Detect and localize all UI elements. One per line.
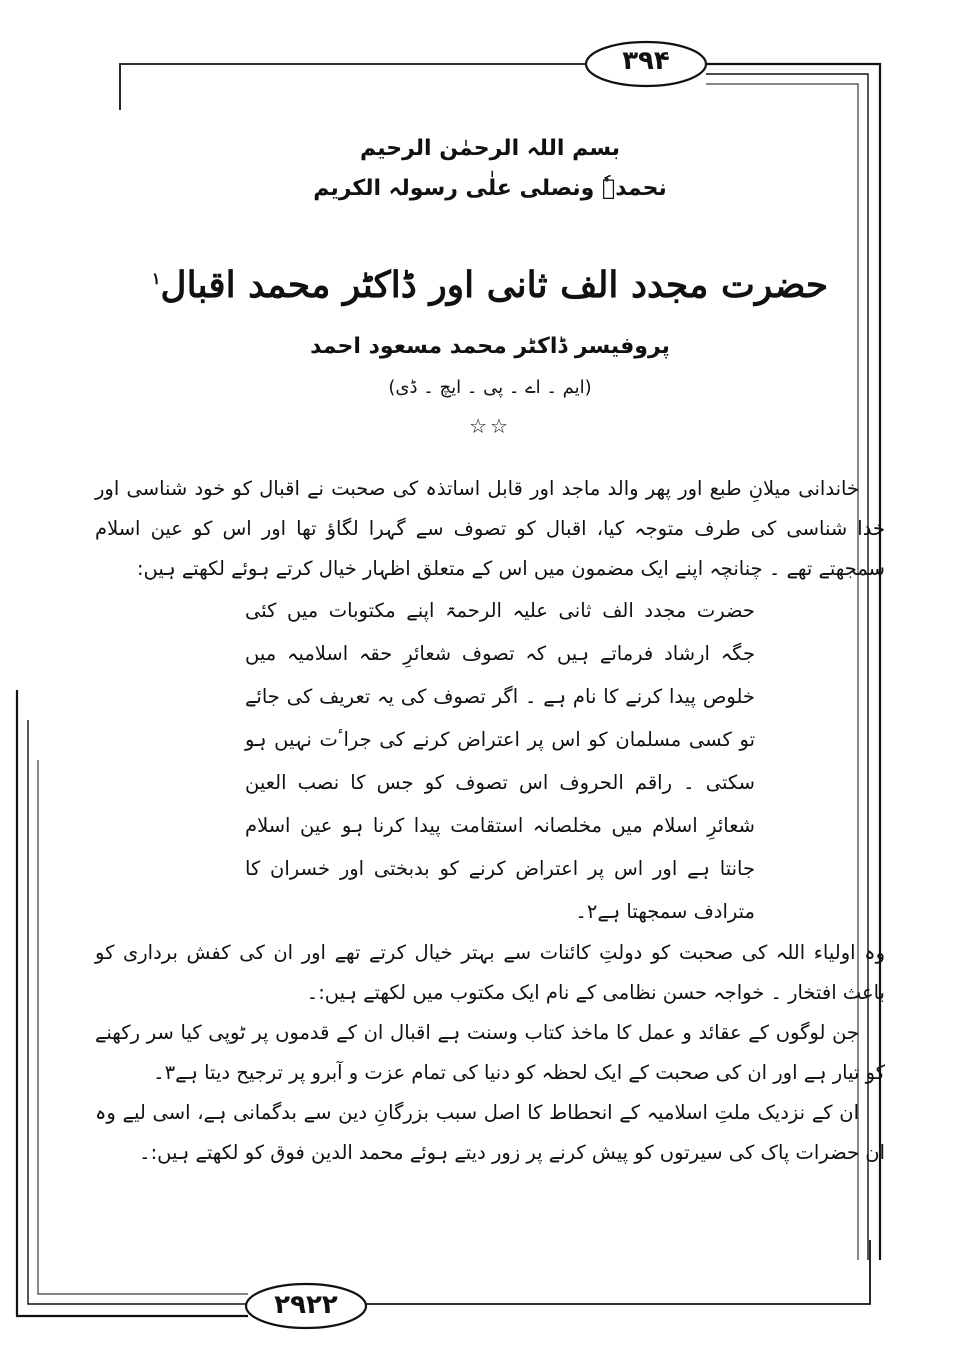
section-stars: ☆☆ bbox=[469, 414, 511, 438]
article-title bbox=[95, 251, 885, 313]
author-name: پروفیسر ڈاکٹر محمد مسعود احمد bbox=[310, 334, 670, 359]
article-content bbox=[95, 115, 885, 1173]
title-footnote-marker: ۱ bbox=[151, 269, 161, 288]
article-title-text: حضرت مجدد الف ثانی اور ڈاکٹر محمد اقبال bbox=[160, 264, 829, 306]
bottom-page-number: ۲۹۲۲ bbox=[274, 1290, 338, 1320]
paragraph-4: ان کے نزدیک ملتِ اسلامیہ کے انحطاط کا اصل سبب بزرگانِ دین سے بدگمانی ہے، اسی لیے وہ ان حضرات پاک کی سیرتوں کو پیش کرنے پر زور دیتے ہوئے محمد الدین فوق کو لکھتے ہیں:۔ bbox=[95, 1101, 885, 1164]
paragraph-1: خاندانی میلانِ طبع اور پھر والد ماجد اور قابل اساتذہ کی صحبت نے اقبال کو خود شناسی اور خدا شناسی کی طرف متوجہ کیا، اقبال کو تصوف سے گہرا لگاؤ تھا اور اس کو عین اسلام سمجھتے تھے ۔ چنانچہ اپنے ایک مضمون میں اس کے متعلق اظہار خیال کرتے ہوئے لکھتے ہیں: bbox=[95, 477, 885, 580]
bismillah: بسم اللہ الرحمٰن الرحیم bbox=[359, 136, 620, 161]
paragraph-2: وہ اولیاء اللہ کی صحبت کو دولتِ کائنات سے بہتر خیال کرتے تھے اور ان کی کفش برداری کو باعث افتخار ۔ خواجہ حسن نظامی کے نام ایک مکتوب میں لکھتے ہیں:۔ bbox=[95, 941, 885, 1004]
author-degree: (ایم ۔ اے ۔ پی ۔ ایچ ۔ ڈی) bbox=[388, 377, 592, 398]
top-page-number: ۳۹۴ bbox=[622, 46, 670, 76]
paragraph-3: جن لوگوں کے عقائد و عمل کا ماخذ کتاب وسنت ہے اقبال ان کے قدموں پر ٹوپی کیا سر رکھنے کو تیار ہے اور ان کی صحبت کے ایک لحظہ کو دنیا کی تمام عزت و آبرو پر ترجیح دیتا ہے۳۔ bbox=[95, 1021, 885, 1084]
salutation: نحمدہٗ ونصلی علٰی رسولہ الکریم bbox=[313, 176, 667, 201]
block-quote-1: حضرت مجدد الف ثانی علیہ الرحمۃ اپنے مکتوبات میں کئی جگہ ارشاد فرماتے ہیں کہ تصوف شعائرِ حقہ اسلامیہ میں خلوص پیدا کرنے کا نام ہے ۔ اگر تصوف کی یہ تعریف کی جائے تو کسی مسلمان کو اس پر اعتراض کرنے کی جراٴت نہیں ہو سکتی ۔ راقم الحروف اس تصوف کو جس کا نصب العین شعائرِ اسلام میں مخلصانہ استقامت پیدا کرنا ہو عین اسلام جانتا ہے اور اس پر اعتراض کرنے کو بدبختی اور خسران کا مترادف سمجھتا ہے۲۔ bbox=[245, 599, 755, 923]
